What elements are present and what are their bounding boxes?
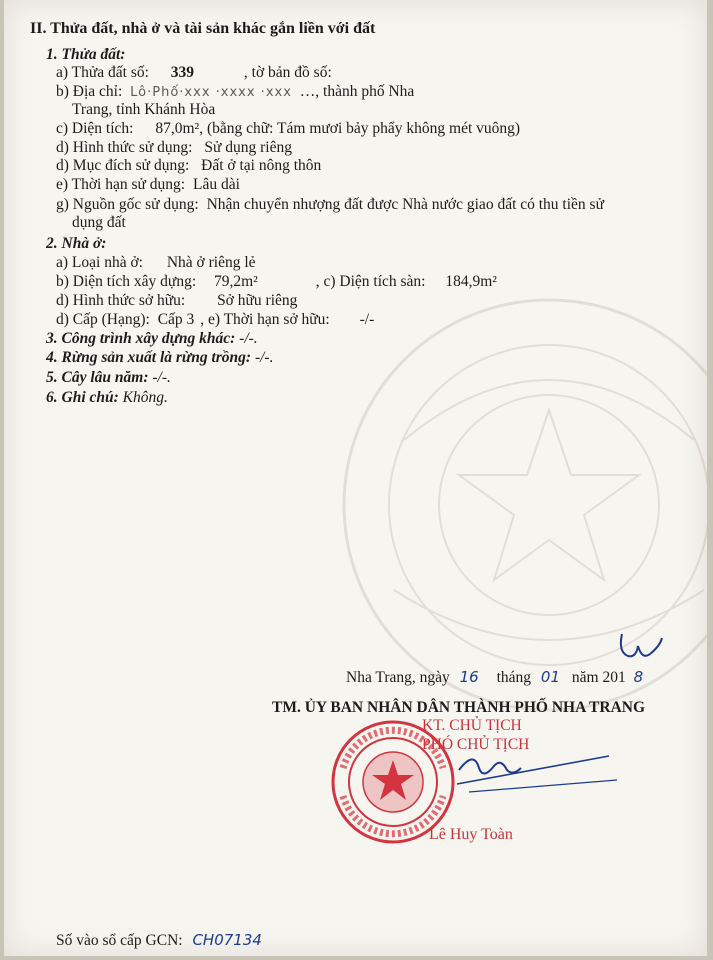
certificate-page	[4, 0, 707, 956]
use-form-value: Sử dụng riêng	[204, 139, 292, 156]
building-area-label: b) Diện tích xây dựng:	[56, 273, 197, 290]
plot-number-label: a) Thửa đất số:	[56, 64, 149, 81]
house-type-row	[56, 254, 256, 272]
grade-label: d) Cấp (Hạng):	[56, 311, 150, 328]
use-form-row	[56, 139, 292, 157]
floor-area-value: 184,9m²	[445, 273, 497, 290]
registry-number: CH07134	[192, 931, 262, 949]
use-purpose-value: Đất ở tại nông thôn	[201, 157, 322, 174]
ownership-term-label: , e) Thời hạn sở hữu:	[200, 311, 330, 328]
grade-value: Cấp 3	[157, 311, 195, 328]
area-label: c) Diện tích:	[56, 120, 134, 137]
perennial-value: -/-.	[152, 369, 171, 386]
perennial-row	[46, 369, 171, 387]
use-term-label: e) Thời hạn sử dụng:	[56, 176, 186, 193]
notes-row	[46, 389, 168, 407]
notes-label: 6. Ghi chú:	[46, 389, 119, 406]
area-value: 87,0m², (bằng chữ: Tám mươi bảy phẩy không mét vuông)	[155, 120, 521, 137]
house-type-label: a) Loại nhà ở:	[56, 254, 143, 271]
date-year-label: năm 201	[571, 669, 626, 686]
forest-label: 4. Rừng sản xuất là rừng trồng:	[46, 349, 252, 366]
building-area-row	[56, 273, 497, 291]
other-works-label: 3. Công trình xây dựng khác:	[46, 330, 236, 347]
address-visible: …, thành phố Nha	[299, 83, 415, 100]
area-row	[56, 120, 520, 138]
registry-label: Số vào sổ cấp GCN:	[56, 932, 183, 949]
plot-number-row	[56, 64, 332, 82]
address-label: b) Địa chỉ:	[56, 83, 123, 100]
origin-label: g) Nguồn gốc sử dụng:	[56, 196, 199, 213]
registry-row	[56, 931, 262, 950]
origin-continuation: dụng đất	[72, 214, 126, 231]
date-month: 01	[540, 668, 561, 686]
signer-role-1: KT. CHỦ TỊCH	[422, 717, 522, 734]
use-term-value: Lâu dài	[192, 176, 240, 193]
forest-value: -/-.	[254, 349, 274, 366]
address-obscured: Lô·Phố·xxx ·xxxx ·xxx	[130, 85, 292, 100]
date-place-label: Nha Trang, ngày	[346, 669, 450, 686]
date-row	[346, 668, 643, 687]
use-term-row	[56, 176, 240, 194]
date-day: 16	[459, 668, 479, 686]
grade-row	[56, 311, 374, 329]
forest-row	[46, 349, 273, 367]
house-heading: 2. Nhà ở:	[46, 235, 107, 252]
other-works-row	[46, 330, 258, 348]
handwritten-mark	[616, 632, 666, 664]
signature-scribble	[449, 740, 619, 810]
other-works-value: -/-.	[239, 330, 258, 347]
origin-row	[56, 196, 604, 214]
section-heading: II. Thửa đất, nhà ở và tài sản khác gắn liền với đất	[30, 20, 376, 37]
ownership-label: d) Hình thức sở hữu:	[56, 292, 186, 309]
house-type-value: Nhà ở riêng lẻ	[166, 254, 256, 271]
ownership-value: Sở hữu riêng	[217, 292, 298, 309]
perennial-label: 5. Cây lâu năm:	[46, 369, 149, 386]
notes-value: Không.	[122, 389, 168, 406]
land-plot-heading: 1. Thửa đất:	[46, 46, 126, 63]
use-purpose-row	[56, 157, 321, 175]
floor-area-label: , c) Diện tích sàn:	[315, 273, 426, 290]
signer-role-2: PHÓ CHỦ TỊCH	[422, 736, 530, 753]
building-area-value: 79,2m²	[214, 273, 258, 290]
plot-number-value: 339	[170, 64, 195, 81]
ownership-term-value: -/-	[359, 311, 375, 328]
map-sheet-label: , tờ bản đồ số:	[243, 64, 332, 81]
address-row	[56, 83, 414, 102]
date-year: 8	[633, 668, 644, 686]
use-form-label: d) Hình thức sử dụng:	[56, 139, 193, 156]
authority-title: TM. ỦY BAN NHÂN DÂN THÀNH PHỐ NHA TRANG	[272, 699, 646, 716]
date-month-label: tháng	[496, 669, 532, 686]
signer-name: Lê Huy Toàn	[429, 826, 513, 843]
use-purpose-label: d) Mục đích sử dụng:	[56, 157, 190, 174]
ownership-row	[56, 292, 297, 310]
origin-value: Nhận chuyển nhượng đất được Nhà nước giao đất có thu tiền sử	[206, 196, 604, 213]
address-continuation: Trang, tỉnh Khánh Hòa	[72, 101, 216, 118]
